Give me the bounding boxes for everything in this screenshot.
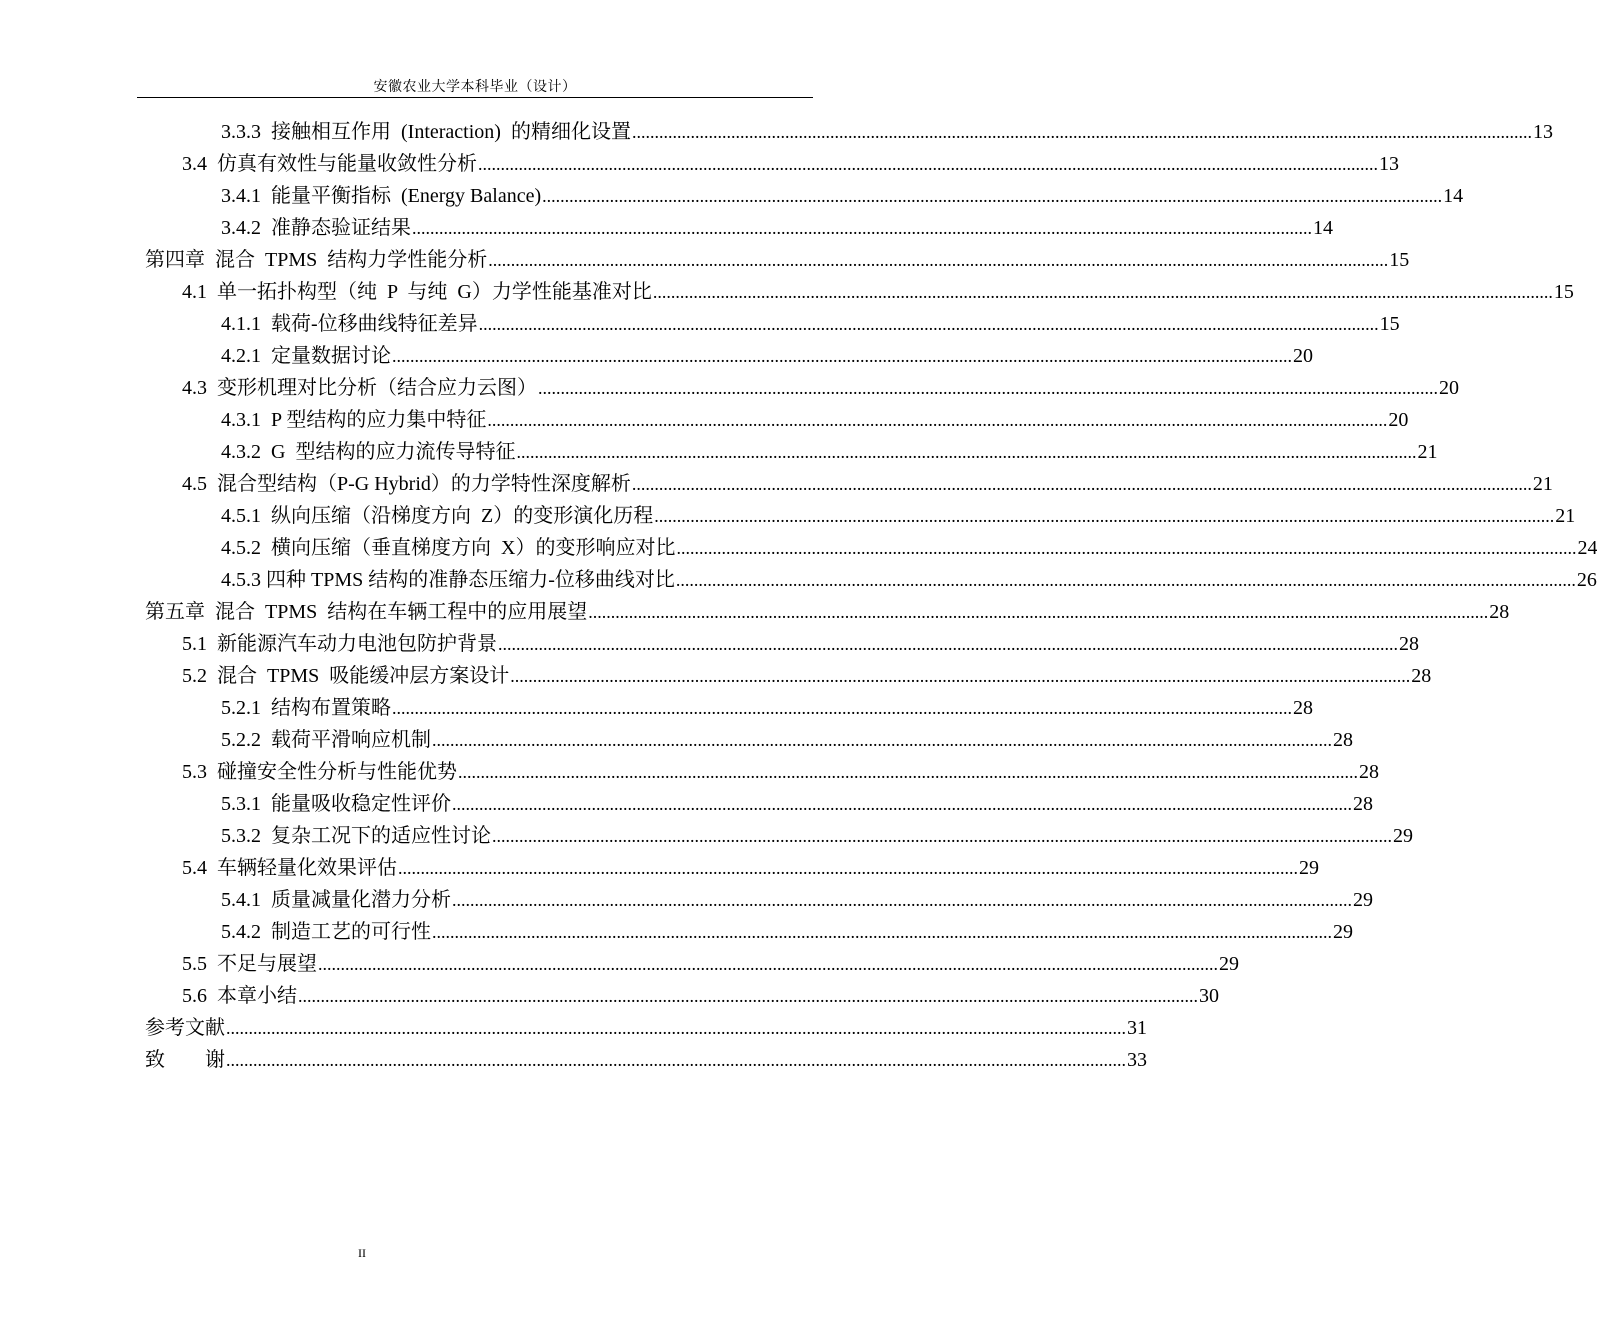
toc-entry[interactable] bbox=[0, 820, 1413, 852]
toc-entry-page: 29 bbox=[1333, 921, 1353, 943]
toc-entry-page: 24 bbox=[1577, 537, 1597, 559]
toc-entry-page: 21 bbox=[1555, 505, 1576, 527]
toc-leader-dots: ........................................................................................................................................................................................................ bbox=[631, 122, 1532, 142]
toc-leader-dots: ........................................................................................................................................................................................................ bbox=[478, 154, 1378, 174]
toc-entry-label: 4.1.1 载荷-位移曲线特征差异 bbox=[221, 313, 478, 335]
toc-leader-dots: ........................................................................................................................................................................................................ bbox=[588, 602, 1489, 622]
toc-leader-dots: ........................................................................................................................................................................................................ bbox=[412, 218, 1312, 238]
toc-entry-label: 致 谢 bbox=[145, 1049, 225, 1071]
toc-entry[interactable] bbox=[0, 916, 1353, 948]
toc-entry-page: 28 bbox=[1353, 793, 1373, 815]
toc-entry-page: 13 bbox=[1532, 121, 1553, 143]
toc-entry[interactable] bbox=[0, 276, 1574, 308]
toc-entry-label: 5.2.2 载荷平滑响应机制 bbox=[221, 729, 431, 751]
toc-entry-label: 5.1 新能源汽车动力电池包防护背景 bbox=[182, 633, 497, 655]
toc-leader-dots: ........................................................................................................................................................................................................ bbox=[392, 698, 1292, 718]
toc-entry-page: 15 bbox=[1389, 249, 1410, 271]
toc-entry-label: 4.2.1 定量数据讨论 bbox=[221, 345, 391, 367]
toc-entry[interactable] bbox=[0, 308, 1400, 340]
toc-entry-label: 5.4.2 制造工艺的可行性 bbox=[221, 921, 431, 943]
toc-entry[interactable] bbox=[0, 884, 1373, 916]
toc-entry-label: 4.5 混合型结构（P-G Hybrid）的力学特性深度解析 bbox=[182, 473, 631, 495]
toc-leader-dots: ........................................................................................................................................................................................................ bbox=[654, 506, 1555, 526]
toc-entry-label: 5.2.1 结构布置策略 bbox=[221, 697, 391, 719]
toc-entry-page: 15 bbox=[1553, 281, 1574, 303]
toc-entry[interactable] bbox=[0, 532, 1597, 564]
toc-leader-dots: ........................................................................................................................................................................................................ bbox=[652, 282, 1553, 302]
toc-leader-dots: ........................................................................................................................................................................................................ bbox=[631, 474, 1532, 494]
toc-entry-page: 30 bbox=[1199, 985, 1219, 1007]
toc-entry-label: 4.3 变形机理对比分析（结合应力云图） bbox=[182, 377, 537, 399]
toc-entry-page: 33 bbox=[1127, 1049, 1147, 1071]
toc-entry-label: 5.5 不足与展望 bbox=[182, 953, 317, 975]
toc-entry-page: 28 bbox=[1359, 761, 1379, 783]
toc-entry[interactable] bbox=[0, 500, 1576, 532]
toc-entry[interactable] bbox=[0, 1044, 1147, 1076]
toc-entry-page: 28 bbox=[1489, 601, 1510, 623]
toc-entry-page: 14 bbox=[1313, 217, 1333, 239]
toc-leader-dots: ........................................................................................................................................................................................................ bbox=[392, 346, 1292, 366]
toc-entry-label: 3.4 仿真有效性与能量收敛性分析 bbox=[182, 153, 477, 175]
toc-entry-label: 4.5.2 横向压缩（垂直梯度方向 X）的变形响应对比 bbox=[221, 537, 676, 559]
toc-entry-page: 26 bbox=[1576, 569, 1597, 591]
toc-leader-dots: ........................................................................................................................................................................................................ bbox=[226, 1018, 1126, 1038]
toc-entry-label: 3.3.3 接触相互作用 (Interaction) 的精细化设置 bbox=[221, 121, 631, 143]
toc-entry-page: 21 bbox=[1417, 441, 1438, 463]
toc-leader-dots: ........................................................................................................................................................................................................ bbox=[432, 730, 1332, 750]
toc-entry[interactable] bbox=[0, 788, 1373, 820]
toc-leader-dots: ........................................................................................................................................................................................................ bbox=[398, 858, 1298, 878]
toc-leader-dots: ........................................................................................................................................................................................................ bbox=[516, 442, 1417, 462]
toc-entry-page: 28 bbox=[1411, 665, 1432, 687]
toc-entry-label: 4.1 单一拓扑构型（纯 P 与纯 G）力学性能基准对比 bbox=[182, 281, 652, 303]
page-header-title: 安徽农业大学本科毕业（设计） bbox=[373, 80, 577, 95]
toc-leader-dots: ........................................................................................................................................................................................................ bbox=[458, 762, 1358, 782]
toc-leader-dots: ........................................................................................................................................................................................................ bbox=[542, 186, 1443, 206]
toc-entry[interactable] bbox=[0, 948, 1239, 980]
toc-entry-label: 参考文献 bbox=[145, 1017, 225, 1039]
page-number: II bbox=[358, 1246, 366, 1260]
toc-entry[interactable] bbox=[0, 468, 1553, 500]
toc-leader-dots: ........................................................................................................................................................................................................ bbox=[488, 250, 1389, 270]
header-divider bbox=[137, 97, 813, 98]
toc-entry-label: 5.3.2 复杂工况下的适应性讨论 bbox=[221, 825, 491, 847]
toc-entry[interactable] bbox=[0, 372, 1459, 404]
toc-entry-page: 14 bbox=[1443, 185, 1464, 207]
toc-leader-dots: ........................................................................................................................................................................................................ bbox=[298, 986, 1198, 1006]
toc-entry-page: 28 bbox=[1293, 697, 1313, 719]
toc-entry-page: 29 bbox=[1393, 825, 1413, 847]
toc-entry-page: 20 bbox=[1293, 345, 1313, 367]
toc-leader-dots: ........................................................................................................................................................................................................ bbox=[492, 826, 1392, 846]
toc-entry-label: 5.3 碰撞安全性分析与性能优势 bbox=[182, 761, 457, 783]
table-of-contents bbox=[0, 116, 1597, 1076]
toc-entry[interactable] bbox=[0, 980, 1219, 1012]
toc-entry-page: 20 bbox=[1388, 409, 1409, 431]
toc-entry[interactable] bbox=[0, 1012, 1147, 1044]
toc-entry[interactable] bbox=[0, 660, 1432, 692]
toc-entry-page: 15 bbox=[1379, 313, 1400, 335]
toc-entry-page: 13 bbox=[1379, 153, 1399, 175]
toc-entry-label: 5.3.1 能量吸收稳定性评价 bbox=[221, 793, 451, 815]
toc-entry-page: 29 bbox=[1353, 889, 1373, 911]
toc-entry-page: 28 bbox=[1333, 729, 1353, 751]
toc-leader-dots: ........................................................................................................................................................................................................ bbox=[676, 538, 1577, 558]
toc-entry[interactable] bbox=[0, 628, 1419, 660]
toc-entry-label: 3.4.2 准静态验证结果 bbox=[221, 217, 411, 239]
toc-leader-dots: ........................................................................................................................................................................................................ bbox=[510, 666, 1411, 686]
toc-entry-label: 4.5.3 四种 TPMS 结构的准静态压缩力-位移曲线对比 bbox=[221, 569, 675, 591]
toc-entry[interactable] bbox=[0, 564, 1597, 596]
toc-entry-page: 20 bbox=[1439, 377, 1459, 399]
toc-entry[interactable] bbox=[0, 436, 1438, 468]
toc-entry-label: 5.2 混合 TPMS 吸能缓冲层方案设计 bbox=[182, 665, 510, 687]
toc-entry[interactable] bbox=[0, 404, 1409, 436]
toc-entry-page: 28 bbox=[1399, 633, 1419, 655]
toc-leader-dots: ........................................................................................................................................................................................................ bbox=[538, 378, 1438, 398]
toc-leader-dots: ........................................................................................................................................................................................................ bbox=[318, 954, 1218, 974]
toc-entry-label: 5.6 本章小结 bbox=[182, 985, 297, 1007]
toc-entry-label: 4.5.1 纵向压缩（沿梯度方向 Z）的变形演化历程 bbox=[221, 505, 654, 527]
toc-entry-page: 29 bbox=[1219, 953, 1239, 975]
toc-leader-dots: ........................................................................................................................................................................................................ bbox=[478, 314, 1379, 334]
toc-leader-dots: ........................................................................................................................................................................................................ bbox=[487, 410, 1388, 430]
toc-entry-label: 5.4 车辆轻量化效果评估 bbox=[182, 857, 397, 879]
toc-entry-page: 21 bbox=[1532, 473, 1553, 495]
toc-entry[interactable] bbox=[0, 244, 1410, 276]
toc-leader-dots: ........................................................................................................................................................................................................ bbox=[498, 634, 1398, 654]
toc-entry[interactable] bbox=[0, 148, 1399, 180]
toc-entry-label: 3.4.1 能量平衡指标 (Energy Balance) bbox=[221, 185, 542, 207]
toc-leader-dots: ........................................................................................................................................................................................................ bbox=[432, 922, 1332, 942]
toc-entry-page: 29 bbox=[1299, 857, 1319, 879]
toc-leader-dots: ........................................................................................................................................................................................................ bbox=[452, 794, 1352, 814]
toc-entry[interactable] bbox=[0, 756, 1379, 788]
toc-leader-dots: ........................................................................................................................................................................................................ bbox=[226, 1050, 1126, 1070]
toc-leader-dots: ........................................................................................................................................................................................................ bbox=[675, 570, 1576, 590]
toc-entry-label: 4.3.1 P 型结构的应力集中特征 bbox=[221, 409, 487, 431]
toc-entry[interactable] bbox=[0, 724, 1353, 756]
toc-leader-dots: ........................................................................................................................................................................................................ bbox=[452, 890, 1352, 910]
toc-entry-label: 第五章 混合 TPMS 结构在车辆工程中的应用展望 bbox=[145, 601, 588, 623]
toc-entry[interactable] bbox=[0, 692, 1313, 724]
toc-entry-label: 4.3.2 G 型结构的应力流传导特征 bbox=[221, 441, 516, 463]
toc-entry[interactable] bbox=[0, 116, 1553, 148]
toc-entry[interactable] bbox=[0, 212, 1333, 244]
toc-entry[interactable] bbox=[0, 340, 1313, 372]
toc-entry[interactable] bbox=[0, 180, 1464, 212]
toc-entry-label: 5.4.1 质量减量化潜力分析 bbox=[221, 889, 451, 911]
toc-entry[interactable] bbox=[0, 596, 1510, 628]
toc-entry-label: 第四章 混合 TPMS 结构力学性能分析 bbox=[145, 249, 488, 271]
toc-entry-page: 31 bbox=[1127, 1017, 1147, 1039]
toc-entry[interactable] bbox=[0, 852, 1319, 884]
